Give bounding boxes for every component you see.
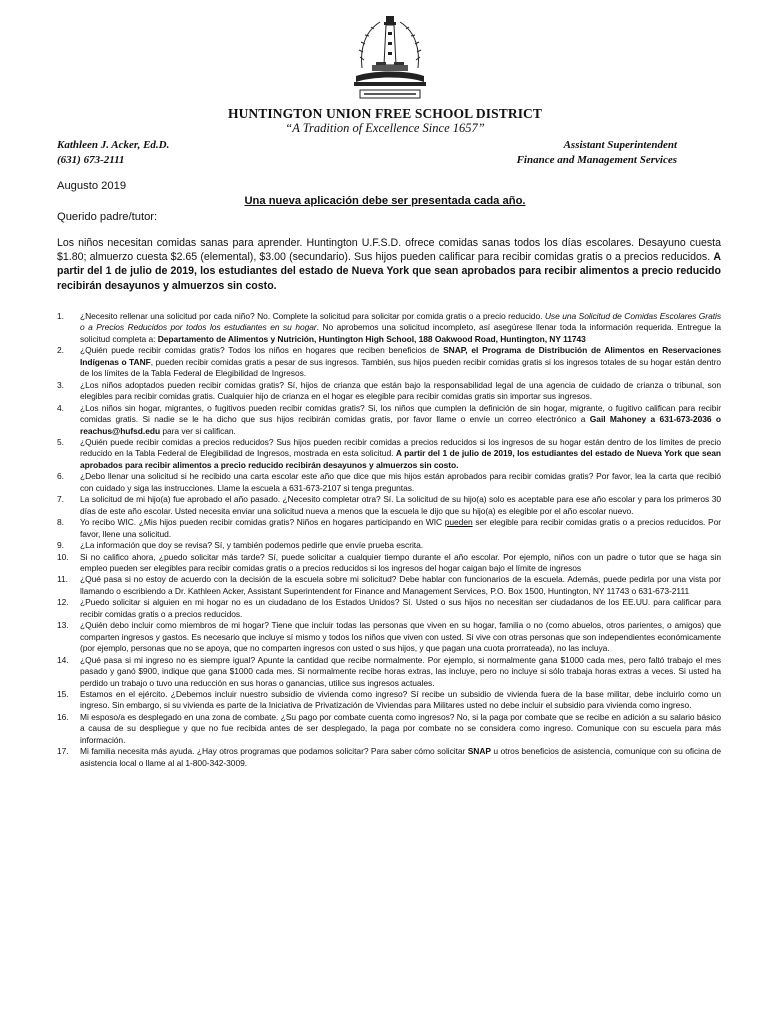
- faq-item: [57, 574, 721, 597]
- faq-item: [57, 597, 721, 620]
- application-notice: Una nueva aplicación debe ser presentada cada año.: [244, 195, 526, 207]
- faq-item: [57, 380, 721, 403]
- sender-block: [57, 138, 169, 168]
- faq-number: 16.: [57, 711, 69, 722]
- faq-number: 5.: [57, 436, 64, 447]
- faq-item: [57, 540, 721, 551]
- intro-bold-text: A partir del 1 de julio de 2019, los estudiantes del estado de Nueva York que sean aprobados para recibir alimentos a precio reducido recibirán desayunos y almuerzos sin costo.: [57, 251, 721, 292]
- faq-number: 6.: [57, 471, 64, 482]
- faq-item: [57, 552, 721, 575]
- faq-item: [57, 311, 721, 345]
- faq-bold-text: SNAP: [467, 746, 491, 757]
- faq-underlined-text: pueden: [444, 517, 473, 528]
- faq-text: ¿La información que doy se revisa? Sí, y también podemos pedirle que envíe prueba escrita.: [80, 540, 424, 551]
- faq-item: [57, 655, 721, 689]
- faq-bold-text: SNAP, el Programa de Distribución de Alimentos en Reservaciones Indígenas o TANF: [80, 345, 721, 367]
- faq-list: [57, 311, 721, 769]
- faq-text: para ver si califican.: [160, 425, 236, 436]
- sender-title: Assistant Superintendent: [563, 139, 677, 151]
- faq-number: 14.: [57, 654, 69, 665]
- faq-text: ¿Qué pasa si no estoy de acuerdo con la decisión de la escuela sobre mi solicitud? Debe hablar con funcionarios de la escuela. Además, puede pedirla por una vista por llamando o escribiendo a Dr. Kathleen Acker, Assistant Superintendent for Finance and Management Services, P.O. Box 1500, Huntington, NY 11743 o 631-673-2111: [80, 574, 721, 596]
- faq-italic-text: Use una Solicitud de Comidas Escolares Gratis o a Precios Reducidos por todos los estudiantes en su hogar: [80, 311, 721, 333]
- district-motto: “A Tradition of Excellence Since 1657”: [285, 121, 485, 135]
- faq-text: ¿Los niños sin hogar, migrantes, o fugitivos pueden recibir comidas gratis? Si, los niños que cumplen la definición de sin hogar, migrante, o fugitivo califican para recibir comidas gratis. Si nadie se le ha dicho que sus hijos recibirán comidas gratis, por favor llame o envíe un correo electrónico a: [80, 402, 721, 425]
- faq-text: , pueden recibir comidas gratis a pesar de sus ingresos. También, sus hijos pueden recibir comidas gratis si los ingresos totales de su hogar están dentro de los límites de la Tabla Federal de Elegibilidad de Ingresos.: [80, 356, 721, 379]
- faq-text: Estamos en el ejército. ¿Debemos incluir nuestro subsidio de vivienda como ingreso? Sí recibe un subsidio de vivienda fuera de la base militar, debe incluirlo como un ingreso. Sin embargo, si su vivienda es parte de la Iniciativa de Privatización de Viviendas para Militares usted no debe incluir el subsidio para vivienda como ingreso.: [80, 688, 721, 711]
- district-name: HUNTINGTON UNION FREE SCHOOL DISTRICT: [227, 106, 542, 121]
- faq-item: [57, 471, 721, 494]
- faq-number: 4.: [57, 402, 64, 413]
- sender-title-block: [517, 138, 677, 168]
- faq-number: 12.: [57, 597, 69, 608]
- faq-contact: Gail Mahoney a 631-673-2036 o reachus@hufsd.edu: [80, 414, 721, 436]
- faq-address: Departamento de Alimentos y Nutrición, Huntington High School, 188 Oakwood Road, Huntington, NY 11743: [157, 333, 586, 344]
- faq-text: u otros beneficios de asistencia, comunique con su oficina de asistencia local o llame al al 1-800-342-3009.: [80, 746, 721, 768]
- intro-paragraph: [57, 236, 721, 293]
- faq-number: 17.: [57, 746, 69, 757]
- faq-item: [57, 403, 721, 437]
- faq-text: ¿Quién puede recibir comidas a precios reducidos? Sus hijos pueden recibir comidas a precios reducidos si los ingresos de su hogar están dentro de los límites de precio reducido en la Tabla Federal de Elegibilidad de Ingresos, mostrada en esta solicitud.: [80, 436, 721, 459]
- faq-bold-text: A partir del 1 de julio de 2019, los estudiantes del estado de Nueva York que sean aprobados para recibir alimentos a precio reducido recibirán desayunos y almuerzos sin costo.: [80, 448, 721, 470]
- faq-text: ¿Necesito rellenar una solicitud por cada niño? No. Complete la solicitud para solicitar por comida gratis o a precio reducido.: [80, 311, 545, 321]
- faq-item: [57, 494, 721, 517]
- faq-item: [57, 345, 721, 379]
- faq-number: 3.: [57, 379, 64, 390]
- letter-greeting: Querido padre/tutor:: [57, 211, 158, 223]
- letter-date: Augusto 2019: [57, 180, 127, 192]
- faq-text: ¿Quién puede recibir comidas gratis? Todos los niños en hogares que reciben beneficios de: [80, 345, 444, 356]
- faq-text: Yo recibo WIC. ¿Mis hijos pueden recibir comidas gratis? Niños en hogares participando en WIC: [80, 517, 445, 528]
- faq-number: 15.: [57, 688, 69, 699]
- faq-text: . No aprobemos una solicitud incompleto, así asegúrese llenar toda la información requerida. Entregue la solicitud completa a:: [80, 322, 721, 344]
- faq-number: 11.: [57, 574, 68, 585]
- faq-text: Mi esposo/a es desplegado en una zona de combate. ¿Su pago por combate cuenta como ingresos? No, si la paga por combate que se recibe en adición a su salario básico a causa de su despliegue y que no fue recibida antes de ser desplegado, la paga por combate no se considera como ingreso. Comunique con su escuela para más información.: [80, 711, 721, 745]
- faq-number: 10.: [57, 551, 69, 562]
- faq-text: ser elegible para recibir comidas gratis o a precios reducidos. Por favor, llene una solicitud.: [80, 517, 721, 539]
- faq-number: 13.: [57, 620, 69, 631]
- faq-item: [57, 689, 721, 712]
- faq-text: Mi familia necesita más ayuda. ¿Hay otros programas que podamos solicitar? Para saber cómo solicitar: [80, 746, 468, 757]
- faq-item: [57, 620, 721, 654]
- faq-text: ¿Los niños adoptados pueden recibir comidas gratis? Sí, hijos de crianza que están bajo la responsabilidad legal de una agencia de cuidado de crianza o tribunal, son elegibles para recibir comidas gratis. Cualquier hijo de crianza en el hogar es elegible para recibir comidas gratis sin importar sus ingresos.: [80, 379, 721, 402]
- sender-department: Finance and Management Services: [516, 154, 677, 166]
- faq-text: Si no califico ahora, ¿puedo solicitar más tarde? Sí, puede solicitar a cualquier tiempo durante el año escolar. Por ejemplo, niños con un padre o tutor que se haga sin empleo pueden ser elegibles para recibir comidas gratis o a precios reducidos si los ingresos del hogar caigan bajo el límite de ingresos: [80, 551, 721, 573]
- faq-item: [57, 517, 721, 540]
- faq-number: 2.: [57, 345, 64, 356]
- intro-text: Los niños necesitan comidas sanas para aprender. Huntington U.F.S.D. ofrece comidas sanas todos los días escolares. Desayuno cuesta $1.80; almuerzo cuesta $2.65 (elemental), $3.00 (secundario). Sus hijos pueden calificar para recibir comidas gratis o a precios reducidos.: [57, 237, 721, 264]
- faq-item: [57, 437, 721, 471]
- faq-text: La solicitud de mi hijo(a) fue aprobado el año pasado. ¿Necesito completar otra? Sí. La solicitud de su hijo(a) solo es aceptable para ese año escolar y para los primeros 30 días de este año escolar. Usted necesita enviar una solicitud nueva a menos que la escuela le dijo que su hijo(a) es elegible por el año escolar nuevo.: [80, 494, 721, 516]
- sender-name: Kathleen J. Acker, Ed.D.: [57, 139, 170, 151]
- district-seal-logo: [342, 10, 438, 102]
- sender-phone: (631) 673-2111: [57, 154, 125, 166]
- faq-number: 7.: [57, 494, 64, 505]
- faq-number: 8.: [57, 517, 64, 528]
- faq-text: ¿Qué pasa si mi ingreso no es siempre igual? Apunte la cantidad que recibe normalmente. Por ejemplo, si normalmente gana $1000 cada mes, pero faltó trabajo el mes pasado y ganó $900, indique que gana $1000 cada mes. Si normalmente recibe horas extras, las incluye, pero no incluye si sólo trabaja horas extras a veces. Si usted ha perdido un trabajo o tuvo una reducción en sus horas o ganancias, utilice sus ingresos actuales.: [80, 654, 721, 688]
- faq-text: ¿Quién debo incluir como miembros de mi hogar? Tiene que incluir todas las personas que viven en su hogar, familia o no (como abuelos, otros parientes, o amigos) que comparten ingresos y gastos. Es necesario que incluye sí mismo y todos los niños que viven con usted. Si vive con otras personas que son independientes económicamente (por ejemplo, personas que no se apoya, que no comparten ingresos con usted o sus hijos, y que pagan una cuota prorrateada), no las incluya.: [80, 620, 721, 654]
- faq-number: 9.: [57, 540, 64, 551]
- faq-text: ¿Debo llenar una solicitud si he recibido una carta escolar este año que dice que mis hijos están aprobados para recibir comidas gratis? Por favor, lea la carta que recibió con cuidado y siga las instrucciones. Llame la escuela a 631-673-2107 si tenga preguntas.: [80, 471, 721, 493]
- faq-text: ¿Puedo solicitar si alguien en mi hogar no es un ciudadano de los Estados Unidos? Sí. Usted o sus hijos no necesitan ser ciudadanos de los EE.UU. para calificar para recibir comidas gratis o a precios reducidos.: [80, 597, 721, 619]
- faq-number: 1.: [57, 311, 64, 321]
- faq-item: [57, 746, 721, 769]
- faq-item: [57, 712, 721, 746]
